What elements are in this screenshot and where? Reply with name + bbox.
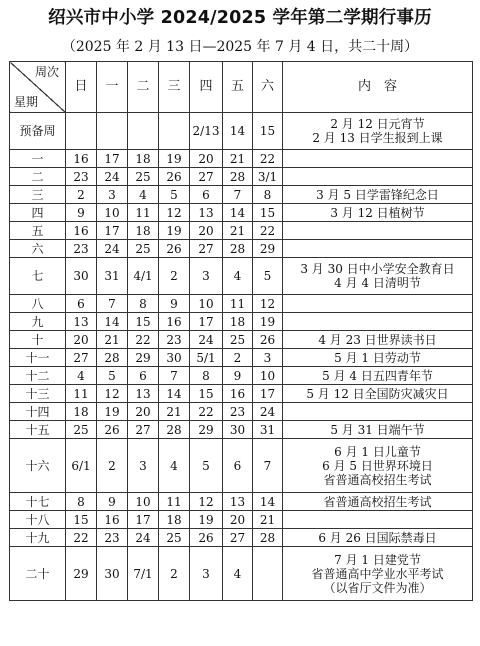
date-cell: 26: [159, 240, 190, 258]
day-header-sun: 日: [66, 62, 97, 113]
date-cell: 31: [97, 258, 128, 295]
date-cell: 11: [66, 385, 97, 403]
date-cell: 25: [128, 240, 159, 258]
week-label: 十六: [10, 439, 66, 493]
date-cell: 16: [66, 222, 97, 240]
date-cell: 25: [159, 529, 190, 547]
week-label: 九: [10, 313, 66, 331]
day-header-mon: 一: [97, 62, 128, 113]
date-cell: 27: [190, 240, 223, 258]
date-cell: 28: [253, 529, 283, 547]
date-cell: 25: [128, 168, 159, 186]
table-row: [10, 367, 473, 385]
date-cell: 24: [253, 403, 283, 421]
date-cell: 8: [190, 367, 223, 385]
date-cell: 24: [128, 529, 159, 547]
content-cell: [283, 258, 473, 295]
corner-weekday-label: 星期: [14, 95, 39, 109]
date-cell: 29: [190, 421, 223, 439]
date-cell: 6: [223, 439, 253, 493]
date-cell: 28: [159, 421, 190, 439]
date-cell: 30: [97, 547, 128, 601]
date-cell: 21: [159, 403, 190, 421]
table-row: [10, 313, 473, 331]
date-cell: 7: [253, 439, 283, 493]
date-cell: 19: [159, 222, 190, 240]
date-cell: 23: [66, 168, 97, 186]
date-cell: 13: [190, 204, 223, 222]
date-cell: 18: [66, 403, 97, 421]
week-label: 八: [10, 295, 66, 313]
date-cell: 18: [128, 150, 159, 168]
date-cell: 3: [128, 439, 159, 493]
week-label: 六: [10, 240, 66, 258]
week-label: 三: [10, 186, 66, 204]
content-cell: [283, 385, 473, 403]
table-row: [10, 186, 473, 204]
table-row: [10, 511, 473, 529]
week-label: 十九: [10, 529, 66, 547]
page-title: 绍兴市中小学 2024/2025 学年第二学期行事历: [48, 8, 432, 28]
date-cell: 9: [223, 367, 253, 385]
date-cell: 7: [223, 186, 253, 204]
date-cell: 20: [66, 331, 97, 349]
date-cell: 6: [128, 367, 159, 385]
date-cell: 9: [66, 204, 97, 222]
date-cell: 14: [159, 385, 190, 403]
date-cell: 13: [223, 493, 253, 511]
date-cell: [159, 113, 190, 150]
table-row: [10, 204, 473, 222]
date-cell: 30: [66, 258, 97, 295]
table-row: [10, 493, 473, 511]
date-cell: 30: [223, 421, 253, 439]
content-cell: [283, 403, 473, 421]
content-cell: [283, 168, 473, 186]
event-text: 6 月 5 日世界环境日: [322, 458, 433, 473]
content-cell: [283, 240, 473, 258]
content-cell: [283, 113, 473, 150]
school-calendar-table: [9, 61, 473, 601]
date-cell: 8: [66, 493, 97, 511]
date-cell: 17: [97, 150, 128, 168]
date-cell: 16: [97, 511, 128, 529]
date-cell: 6/1: [66, 439, 97, 493]
content-cell: [283, 511, 473, 529]
event-text: 4 月 23 日世界读书日: [318, 332, 437, 347]
date-cell: 15: [253, 113, 283, 150]
date-cell: 7: [97, 295, 128, 313]
date-cell: 29: [128, 349, 159, 367]
date-cell: 23: [66, 240, 97, 258]
date-cell: 20: [128, 403, 159, 421]
date-cell: 22: [253, 150, 283, 168]
table-row: [10, 421, 473, 439]
date-cell: 10: [97, 204, 128, 222]
event-text: 4 月 4 日清明节: [334, 276, 421, 290]
date-cell: 17: [190, 313, 223, 331]
table-row: [10, 331, 473, 349]
table-row: [10, 222, 473, 240]
date-cell: 4: [223, 547, 253, 601]
day-header-thu: 四: [190, 62, 223, 113]
date-cell: 22: [253, 222, 283, 240]
date-cell: 15: [190, 385, 223, 403]
date-cell: 2: [159, 258, 190, 295]
date-cell: 19: [97, 403, 128, 421]
event-text: 省普通高校招生考试: [323, 472, 432, 487]
content-cell: [283, 547, 473, 601]
corner-week-label: 周次: [34, 65, 59, 79]
date-cell: 5: [97, 367, 128, 385]
date-cell: 21: [223, 150, 253, 168]
date-cell: 28: [223, 168, 253, 186]
date-cell: 28: [97, 349, 128, 367]
date-cell: 14: [97, 313, 128, 331]
date-cell: 11: [128, 204, 159, 222]
event-text: 省普通高校招生考试: [323, 494, 432, 509]
date-cell: 4: [159, 439, 190, 493]
header-row: [10, 62, 473, 113]
table-row: [10, 529, 473, 547]
date-cell: 27: [190, 168, 223, 186]
content-cell: [283, 295, 473, 313]
event-text: 6 月 1 日儿童节: [334, 444, 421, 459]
date-cell: 23: [223, 403, 253, 421]
content-cell: [283, 421, 473, 439]
event-text: 2 月 12 日元宵节: [330, 117, 425, 131]
date-cell: 6: [66, 295, 97, 313]
date-cell: 10: [190, 295, 223, 313]
week-label: 七: [10, 258, 66, 295]
date-cell: 3: [190, 258, 223, 295]
content-cell: [283, 150, 473, 168]
content-cell: [283, 204, 473, 222]
content-cell: [283, 367, 473, 385]
date-cell: 18: [223, 313, 253, 331]
week-label: 四: [10, 204, 66, 222]
date-cell: 18: [128, 222, 159, 240]
event-text: 3 月 5 日学雷锋纪念日: [316, 187, 439, 202]
content-header: 内 容: [283, 62, 473, 113]
content-cell: [283, 439, 473, 493]
calendar-body: [10, 113, 473, 601]
date-cell: 8: [128, 295, 159, 313]
date-cell: 31: [253, 421, 283, 439]
date-cell: 23: [97, 529, 128, 547]
date-cell: 17: [253, 385, 283, 403]
date-cell: 10: [253, 367, 283, 385]
date-cell: 27: [223, 529, 253, 547]
content-cell: [283, 331, 473, 349]
date-cell: 16: [159, 313, 190, 331]
date-cell: 29: [253, 240, 283, 258]
date-cell: 4: [223, 258, 253, 295]
event-text: 3 月 12 日植树节: [330, 205, 425, 220]
date-cell: 5: [159, 186, 190, 204]
date-cell: 10: [128, 493, 159, 511]
date-cell: 20: [190, 150, 223, 168]
date-cell: 27: [66, 349, 97, 367]
date-cell: 26: [159, 168, 190, 186]
table-row: [10, 295, 473, 313]
date-cell: 15: [253, 204, 283, 222]
content-cell: [283, 222, 473, 240]
date-cell: 18: [159, 511, 190, 529]
event-text: 6 月 26 日国际禁毒日: [318, 530, 437, 545]
day-header-tue: 二: [128, 62, 159, 113]
week-label: 预备周: [10, 113, 66, 150]
date-cell: 2: [159, 547, 190, 601]
date-cell: 2: [97, 439, 128, 493]
date-cell: 24: [190, 331, 223, 349]
event-text: 3 月 30 日中小学安全教育日: [300, 262, 455, 276]
date-cell: 14: [253, 493, 283, 511]
date-cell: 25: [66, 421, 97, 439]
date-cell: 19: [190, 511, 223, 529]
date-cell: 12: [190, 493, 223, 511]
date-cell: 27: [128, 421, 159, 439]
content-cell: [283, 493, 473, 511]
date-cell: [97, 113, 128, 150]
date-cell: 29: [66, 547, 97, 601]
date-cell: 6: [190, 186, 223, 204]
corner-header: [10, 62, 66, 113]
content-cell: [283, 529, 473, 547]
date-cell: 26: [190, 529, 223, 547]
week-label: 十: [10, 331, 66, 349]
date-cell: 11: [223, 295, 253, 313]
week-label: 十七: [10, 493, 66, 511]
date-cell: 12: [159, 204, 190, 222]
event-text: 5 月 4 日五四青年节: [322, 368, 433, 383]
date-cell: 4/1: [128, 258, 159, 295]
day-header-sat: 六: [253, 62, 283, 113]
content-cell: [283, 313, 473, 331]
date-cell: 17: [97, 222, 128, 240]
date-cell: 7/1: [128, 547, 159, 601]
date-cell: 22: [190, 403, 223, 421]
date-cell: 3/1: [253, 168, 283, 186]
week-label: 五: [10, 222, 66, 240]
table-row: [10, 150, 473, 168]
week-label: 二: [10, 168, 66, 186]
day-header-wed: 三: [159, 62, 190, 113]
date-cell: 3: [190, 547, 223, 601]
date-cell: 16: [223, 385, 253, 403]
event-text: 5 月 12 日全国防灾减灾日: [306, 386, 449, 401]
week-label: 十一: [10, 349, 66, 367]
content-cell: [283, 186, 473, 204]
table-row: [10, 349, 473, 367]
date-cell: 19: [253, 313, 283, 331]
date-cell: 2/13: [190, 113, 223, 150]
date-cell: 22: [66, 529, 97, 547]
date-cell: 16: [66, 150, 97, 168]
date-cell: [128, 113, 159, 150]
date-cell: 12: [253, 295, 283, 313]
date-cell: 24: [97, 240, 128, 258]
event-text: 5 月 31 日端午节: [330, 422, 425, 437]
date-cell: 2: [66, 186, 97, 204]
date-cell: 13: [66, 313, 97, 331]
event-text: 7 月 1 日建党节: [334, 552, 421, 567]
date-cell: 17: [128, 511, 159, 529]
date-cell: 24: [97, 168, 128, 186]
table-row: [10, 168, 473, 186]
table-row: [10, 258, 473, 295]
table-row: [10, 385, 473, 403]
day-header-fri: 五: [223, 62, 253, 113]
date-cell: 5: [190, 439, 223, 493]
date-cell: 19: [159, 150, 190, 168]
date-cell: 12: [97, 385, 128, 403]
week-label: 十三: [10, 385, 66, 403]
content-cell: [283, 349, 473, 367]
date-cell: 21: [97, 331, 128, 349]
date-cell: 14: [223, 204, 253, 222]
date-cell: 28: [223, 240, 253, 258]
event-text: （以省厅文件为准）: [323, 580, 432, 595]
date-cell: 26: [97, 421, 128, 439]
date-cell: [66, 113, 97, 150]
date-cell: 7: [159, 367, 190, 385]
week-label: 十二: [10, 367, 66, 385]
date-cell: 30: [159, 349, 190, 367]
date-cell: 14: [223, 113, 253, 150]
date-cell: 15: [128, 313, 159, 331]
table-row: [10, 547, 473, 601]
week-label: 二十: [10, 547, 66, 601]
event-text: 2 月 13 日学生报到上课: [312, 131, 443, 145]
date-cell: 21: [223, 222, 253, 240]
date-cell: 4: [66, 367, 97, 385]
date-cell: 8: [253, 186, 283, 204]
week-label: 一: [10, 150, 66, 168]
date-cell: 2: [223, 349, 253, 367]
table-row: [10, 113, 473, 150]
event-text: 省普通高中学业水平考试: [311, 566, 444, 581]
week-label: 十五: [10, 421, 66, 439]
date-cell: 9: [97, 493, 128, 511]
date-cell: 3: [253, 349, 283, 367]
date-cell: 15: [66, 511, 97, 529]
date-cell: 22: [128, 331, 159, 349]
week-label: 十八: [10, 511, 66, 529]
date-cell: 4: [128, 186, 159, 204]
event-text: 5 月 1 日劳动节: [334, 350, 421, 365]
date-cell: 20: [223, 511, 253, 529]
table-row: [10, 240, 473, 258]
date-cell: 20: [190, 222, 223, 240]
date-cell: 25: [223, 331, 253, 349]
table-row: [10, 439, 473, 493]
page-subtitle: （2025 年 2 月 13 日—2025 年 7 月 4 日，共二十周）: [61, 39, 419, 55]
date-cell: 26: [253, 331, 283, 349]
date-cell: 9: [159, 295, 190, 313]
date-cell: 11: [159, 493, 190, 511]
date-cell: [253, 547, 283, 601]
date-cell: 5: [253, 258, 283, 295]
week-label: 十四: [10, 403, 66, 421]
date-cell: 21: [253, 511, 283, 529]
date-cell: 13: [128, 385, 159, 403]
date-cell: 3: [97, 186, 128, 204]
date-cell: 23: [159, 331, 190, 349]
date-cell: 5/1: [190, 349, 223, 367]
table-row: [10, 403, 473, 421]
